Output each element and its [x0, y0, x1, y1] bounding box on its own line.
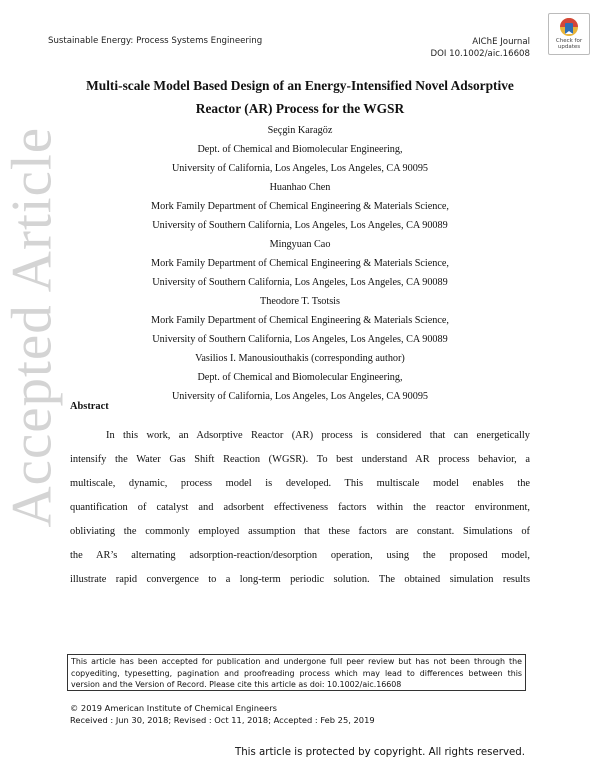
title-line-2: Reactor (AR) Process for the WGSR	[195, 101, 405, 116]
author-line: Mingyuan Cao	[269, 239, 331, 250]
check-for-updates-icon	[549, 16, 589, 40]
journal-name: AIChE Journal	[472, 37, 530, 47]
author-line: Dept. of Chemical and Biomolecular Engineering,	[197, 372, 403, 383]
abstract-line: obliviating the commonly employed assumption that these factors are constant. Simulations of	[70, 526, 530, 537]
abstract-line: quantification of catalyst and adsorbent effectiveness factors within the reactor environment,	[70, 502, 530, 513]
doi: DOI 10.1002/aic.16608	[430, 49, 530, 59]
journal-section: Sustainable Energy: Process Systems Engineering	[48, 36, 263, 46]
accepted-notice-box: This article has been accepted for publication and undergone full peer review but has not been through the copyediting, typesetting, pagination and proofreading process which may lead to differences between this version and the Version of Record. Please cite this article as doi: 10.1002/aic.16608	[67, 654, 526, 691]
abstract-line: intensify the Water Gas Shift Reaction (WGSR). To best understand AR process behavior, a	[70, 454, 530, 465]
copyright: © 2019 American Institute of Chemical Engineers	[70, 703, 277, 713]
author-line: University of Southern California, Los Angeles, Los Angeles, CA 90089	[152, 277, 448, 288]
badge-line2: updates	[557, 44, 581, 50]
author-line: Mork Family Department of Chemical Engineering & Materials Science,	[151, 258, 449, 269]
author-line: Mork Family Department of Chemical Engineering & Materials Science,	[151, 315, 449, 326]
author-line: University of Southern California, Los Angeles, Los Angeles, CA 90089	[152, 220, 448, 231]
author-line: University of California, Los Angeles, Los Angeles, CA 90095	[171, 163, 429, 174]
author-line: Seçgin Karagöz	[267, 125, 333, 136]
author-line: Mork Family Department of Chemical Engineering & Materials Science,	[151, 201, 449, 212]
author-line: University of Southern California, Los Angeles, Los Angeles, CA 90089	[152, 334, 448, 345]
abstract-line: the AR’s alternating adsorption-reaction/desorption operation, using the proposed model,	[70, 550, 530, 561]
journal-header-right	[430, 36, 530, 60]
author-line: Huanhao Chen	[269, 182, 331, 193]
badge-line1: Check for	[555, 38, 583, 44]
author-line: Dept. of Chemical and Biomolecular Engineering,	[197, 144, 403, 155]
badge-label	[549, 38, 589, 50]
abstract-line: multiscale, dynamic, process model is developed. This multiscale model enables the	[70, 478, 530, 489]
author-line: Theodore T. Tsotsis	[260, 296, 340, 307]
abstract-heading: Abstract	[70, 401, 109, 412]
title-line-1: Multi-scale Model Based Design of an Energy-Intensified Novel Adsorptive	[86, 78, 514, 93]
abstract-line: In this work, an Adsorptive Reactor (AR) process is considered that can energetically	[106, 430, 530, 441]
author-line: University of California, Los Angeles, Los Angeles, CA 90095	[171, 391, 429, 402]
abstract-line: illustrate rapid convergence to a long-term periodic solution. The obtained simulation results	[70, 574, 530, 585]
received-dates: Received : Jun 30, 2018; Revised : Oct 11, 2018; Accepted : Feb 25, 2019	[70, 715, 375, 725]
accepted-article-watermark: Accepted Article	[0, 126, 64, 528]
author-line: Vasilios I. Manousiouthakis (corresponding author)	[195, 353, 405, 364]
check-for-updates-badge[interactable]	[548, 13, 590, 55]
copyright-protection-notice: This article is protected by copyright. All rights reserved.	[235, 747, 525, 758]
